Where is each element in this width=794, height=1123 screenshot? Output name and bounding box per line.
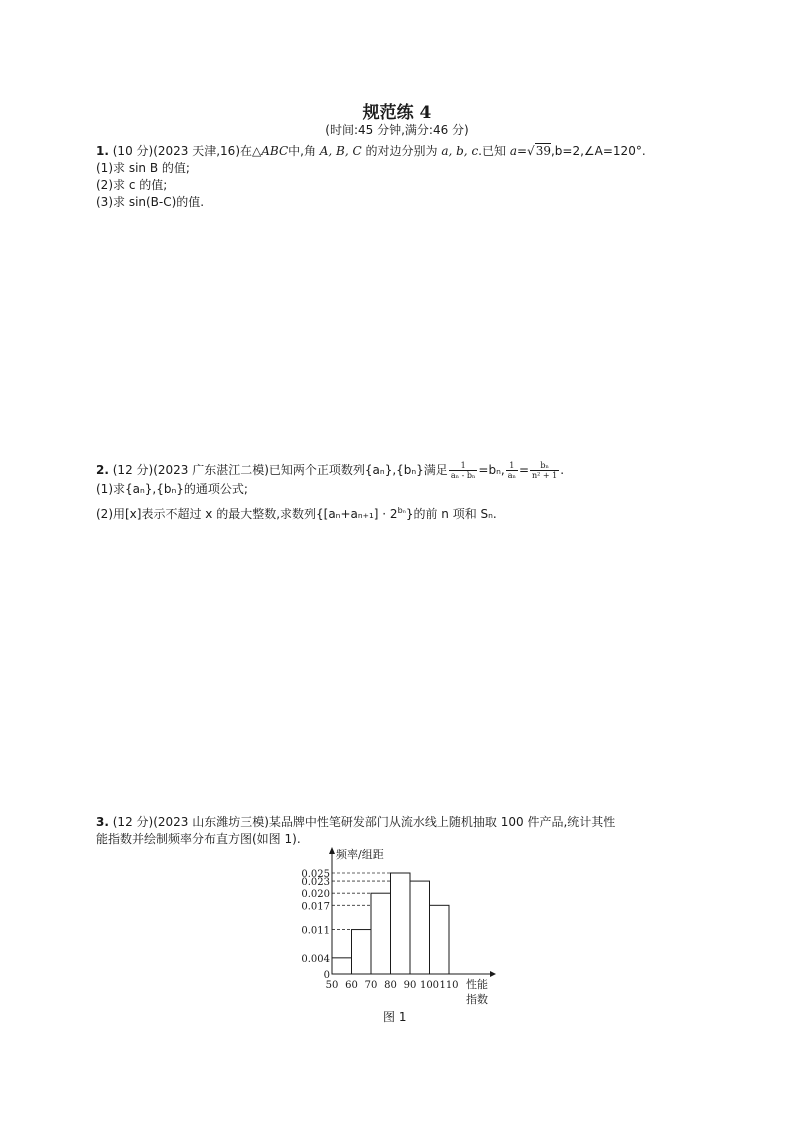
problem-1-text-c: 的对边分别为 — [361, 144, 442, 158]
problem-2-text: 已知两个正项数列{aₙ},{bₙ}满足 — [268, 463, 448, 477]
x-axis-arrow — [490, 971, 496, 977]
sqrt-value: 39 — [535, 144, 551, 158]
problem-2-q2-text-b: }的前 n 项和 Sₙ. — [405, 507, 497, 521]
fraction-2: $\frac{1}{\text{aₙ}}$ — [507, 461, 516, 480]
problem-2-stem — [96, 459, 564, 481]
problem-1-text-rest: ,b=2,∠A=120°. — [550, 144, 646, 158]
side-list: a, b, c — [441, 144, 479, 158]
a-equals: a= — [509, 144, 528, 158]
problem-1-meta: (10 分)(2023 天津,16) — [112, 144, 240, 158]
histogram-bar-5 — [430, 905, 450, 974]
histogram-bar-4 — [410, 881, 430, 974]
histogram-bar-1 — [352, 930, 372, 974]
problem-2-number: 2. — [96, 463, 109, 477]
problem-1-q3: (3)求 sin(B-C)的值. — [96, 195, 205, 209]
histogram-bar-3 — [391, 873, 411, 974]
exponent: bₙ — [397, 506, 406, 515]
x-tick-label-5: 100 — [419, 980, 440, 991]
y-tick-label-2: 0.011 — [301, 925, 330, 937]
histogram-bar-2 — [371, 893, 391, 974]
figure-caption: 图 1 — [383, 1010, 407, 1024]
x-tick-label-6: 110 — [439, 980, 459, 991]
problem-2-q2-text-a: (2)用[x]表示不超过 x 的最大整数,求数列{[aₙ+aₙ₊₁] · 2 — [96, 507, 398, 521]
problem-2-q2 — [96, 503, 497, 522]
frequency-histogram — [290, 842, 510, 1012]
x-tick-label-0: 50 — [325, 980, 339, 991]
x-tick-label-3: 80 — [384, 980, 397, 991]
problem-1-stem — [96, 143, 646, 159]
histogram-bar-0 — [332, 958, 352, 974]
page-title: 规范练 4 — [362, 103, 432, 123]
problem-3-meta: (12 分)(2023 山东潍坊三模) — [112, 815, 269, 829]
problem-1-text-b: 中,角 — [288, 144, 320, 158]
problem-1-q2: (2)求 c 的值; — [96, 178, 168, 192]
x-axis-label-line-1: 性能 — [466, 978, 488, 991]
problem-3-line-2: 能指数并绘制频率分布直方图(如图 1). — [96, 832, 301, 846]
problem-1-text-a: 在△ — [240, 144, 262, 158]
y-tick-label-1: 0.004 — [301, 953, 330, 965]
problem-2-q1: (1)求{aₙ},{bₙ}的通项公式; — [96, 482, 248, 496]
page-subtitle: (时间:45 分钟,满分:46 分) — [325, 123, 469, 137]
problem-3-line-1: 某品牌中性笔研发部门从流水线上随机抽取 100 件产品,统计其性 — [268, 815, 616, 829]
x-tick-label-2: 70 — [364, 980, 378, 991]
y-tick-label-4: 0.020 — [301, 889, 330, 901]
x-axis-label-line-2: 指数 — [466, 993, 488, 1006]
problem-1-text-d: .已知 — [478, 144, 510, 158]
problem-2-end: . — [560, 463, 565, 477]
y-tick-label-0: 0 — [323, 970, 330, 981]
fraction-1: $\frac{1}{\text{aₙ - bₙ}}$ — [450, 461, 476, 480]
y-axis-arrow — [329, 847, 335, 854]
triangle-name: ABC — [261, 144, 289, 158]
x-tick-label-1: 60 — [345, 980, 358, 991]
angle-list: A, B, C — [319, 144, 362, 158]
problem-3-stem — [96, 814, 615, 830]
sqrt-symbol: √ — [527, 144, 535, 158]
problem-2-eq-mid: =bₙ, — [478, 463, 505, 477]
y-tick-label-5: 0.023 — [301, 877, 330, 889]
y-tick-label-6: 0.025 — [301, 869, 330, 880]
y-axis-label: 频率/组距 — [336, 848, 384, 861]
x-tick-label-4: 90 — [403, 980, 417, 991]
problem-3-number: 3. — [96, 815, 109, 829]
equals-sign: = — [518, 463, 529, 477]
fraction-3: $\frac{\text{bₙ}}{\text{n² + 1}}$ — [532, 461, 558, 480]
problem-1-q1: (1)求 sin B 的值; — [96, 161, 190, 175]
y-tick-label-3: 0.017 — [301, 901, 330, 913]
problem-1-number: 1. — [96, 144, 109, 158]
problem-2-meta: (12 分)(2023 广东湛江二模) — [112, 463, 269, 477]
